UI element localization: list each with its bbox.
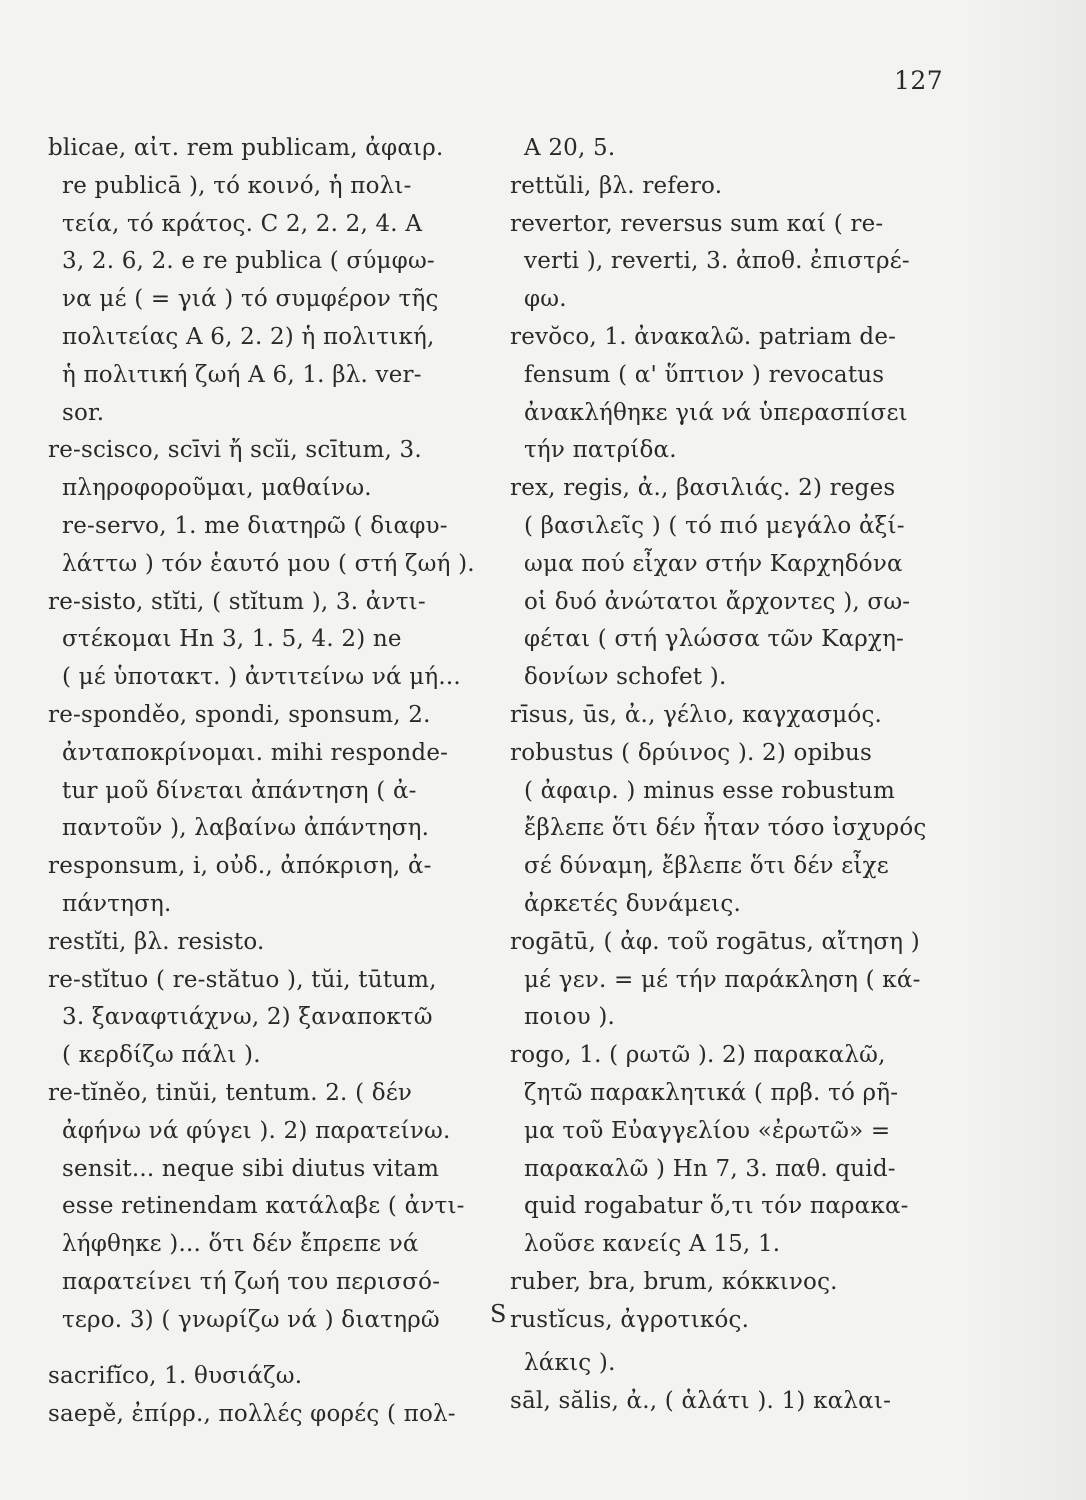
left-column: [48, 130, 475, 1340]
entry-line: rex, regis, ἀ., βασιλιάς. 2) reges: [510, 475, 896, 502]
entry-line: rogātū, ( ἀφ. τοῦ rogātus, αἴτηση ): [510, 928, 920, 955]
entry-line: ποιου ).: [524, 1004, 616, 1031]
entry-line: quid rogabatur ὅ,τι τόν παρακα-: [524, 1193, 909, 1220]
entry-line: ἀνακλήθηκε γιά νά ὑπερασπίσει: [524, 399, 908, 426]
entry-line: saepě, ἐπίρρ., πολλές φορές ( πολ-: [48, 1400, 456, 1427]
entry-line: re-scisco, scīvi ἤ scĭi, scītum, 3.: [48, 437, 422, 464]
entry-line: fensum ( α' ὕπτιον ) revocatus: [524, 361, 885, 388]
bottom-right-column: [510, 1345, 891, 1421]
entry-line: τήν πατρίδα.: [524, 437, 677, 464]
entry-line: sensit... neque sibi diutus vitam: [62, 1155, 440, 1182]
entry-line: sor.: [62, 399, 105, 426]
entry-line: re-servo, 1. me διατηρῶ ( διαφυ-: [62, 512, 448, 539]
entry-line: ( μέ ὑποτακτ. ) ἀντιτείνω νά μή...: [62, 664, 461, 691]
entry-line: rustĭcus, ἀγροτικός.: [510, 1306, 750, 1333]
entry-line: rogo, 1. ( ρωτῶ ). 2) παρακαλῶ,: [510, 1042, 886, 1069]
entry-line: λήφθηκε )... ὅτι δέν ἔπρεπε νά: [62, 1231, 419, 1258]
entry-line: παρατείνει τή ζωή του περισσό-: [62, 1268, 441, 1295]
entry-line: φέται ( στή γλώσσα τῶν Καρχη-: [524, 626, 905, 653]
entry-line: τεία, τό κράτος. C 2, 2. 2, 4. A: [62, 210, 423, 237]
entry-line: ἀφήνω νά φύγει ). 2) παρατείνω.: [62, 1117, 451, 1144]
entry-line: revŏco, 1. ἀνακαλῶ. patriam de-: [510, 323, 897, 350]
entry-line: ωμα πού εἶχαν στήν Καρχηδόνα: [524, 550, 903, 577]
section-letter: S: [490, 1300, 507, 1328]
page-number: 127: [894, 66, 944, 95]
entry-line: sāl, sălis, ἀ., ( ἁλάτι ). 1) καλαι-: [510, 1387, 892, 1414]
entry-line: robustus ( δρύινος ). 2) opibus: [510, 739, 873, 766]
entry-line: πάντηση.: [62, 890, 172, 917]
entry-line: A 20, 5.: [524, 135, 616, 161]
bottom-left-column: [48, 1358, 456, 1434]
entry-line: verti ), reverti, 3. ἀποθ. ἐπιστρέ-: [524, 248, 910, 275]
entry-line: esse retinendam κατάλαβε ( ἀντι-: [62, 1193, 465, 1220]
entry-line: λάττω ) τόν ἑαυτό μου ( στή ζωή ).: [62, 550, 475, 577]
entry-line: re-stĭtuo ( re-stătuo ), tŭi, tūtum,: [48, 966, 437, 993]
entry-line: δονίων schofet ).: [524, 664, 727, 691]
entry-line: μα τοῦ Εὐαγγελίου «ἐρωτῶ» =: [524, 1117, 891, 1144]
entry-line: λάκις ).: [524, 1350, 616, 1376]
entry-line: blicae, αἰτ. rem publicam, ἀφαιρ.: [48, 135, 444, 161]
entry-line: revertor, reversus sum καί ( re-: [510, 210, 884, 237]
entry-line: ( βασιλεῖς ) ( τό πιό μεγάλο ἀξί-: [524, 512, 905, 539]
entry-line: φω.: [524, 286, 567, 313]
entry-line: 3. ξαναφτιάχνω, 2) ξαναποκτῶ: [62, 1004, 433, 1031]
entry-line: re-sponděo, spondi, sponsum, 2.: [48, 701, 431, 728]
entry-line: responsum, i, οὐδ., ἀπόκριση, ἀ-: [48, 853, 432, 880]
entry-line: ruber, bra, brum, κόκκινος.: [510, 1268, 838, 1295]
entry-line: re-tĭněo, tinŭi, tentum. 2. ( δέν: [48, 1079, 413, 1106]
page-edge-shadow: [966, 0, 1086, 1500]
entry-line: ἡ πολιτική ζωή A 6, 1. βλ. ver-: [62, 361, 422, 388]
entry-line: ζητῶ παρακλητικά ( πρβ. τό ρῆ-: [524, 1079, 899, 1106]
entry-line: τερο. 3) ( γνωρίζω νά ) διατηρῶ: [62, 1306, 440, 1333]
entry-line: λοῦσε κανείς A 15, 1.: [524, 1231, 781, 1258]
entry-line: σέ δύναμη, ἔβλεπε ὅτι δέν εἶχε: [524, 853, 889, 880]
entry-line: παρακαλῶ ) Hn 7, 3. παθ. quid-: [524, 1155, 896, 1182]
entry-line: rettŭli, βλ. refero.: [510, 172, 723, 199]
entry-line: sacrifĭco, 1. θυσιάζω.: [48, 1363, 303, 1389]
entry-line: οἱ δυό ἀνώτατοι ἄρχοντες ), σω-: [524, 588, 911, 615]
entry-line: ( κερδίζω πάλι ).: [62, 1042, 261, 1069]
entry-line: ἀνταποκρίνομαι. mihi responde-: [62, 739, 449, 766]
entry-line: rīsus, ūs, ἀ., γέλιο, καγχασμός.: [510, 701, 883, 728]
entry-line: re-sisto, stĭti, ( stĭtum ), 3. ἀντι-: [48, 588, 426, 615]
entry-line: να μέ ( = γιά ) τό συμφέρον τῆς: [62, 286, 439, 313]
entry-line: ἀρκετές δυνάμεις.: [524, 890, 741, 917]
right-column: [510, 130, 926, 1340]
entry-line: re publicā ), τό κοινό, ἡ πολι-: [62, 172, 412, 199]
entry-line: στέκομαι Hn 3, 1. 5, 4. 2) ne: [62, 626, 402, 653]
entry-line: παντοῦν ), λαβαίνω ἀπάντηση.: [62, 815, 430, 842]
entry-line: πολιτείας A 6, 2. 2) ἡ πολιτική,: [62, 323, 435, 350]
entry-line: μέ γεν. = μέ τήν παράκληση ( κά-: [524, 966, 921, 993]
entry-line: πληροφοροῦμαι, μαθαίνω.: [62, 475, 372, 502]
entry-line: 3, 2. 6, 2. e re publica ( σύμφω-: [62, 248, 435, 275]
entry-line: ( ἀφαιρ. ) minus esse robustum: [524, 777, 895, 804]
entry-line: restĭti, βλ. resisto.: [48, 928, 265, 955]
entry-line: ἔβλεπε ὅτι δέν ἦταν τόσο ἰσχυρός: [524, 815, 927, 842]
entry-line: tur μοῦ δίνεται ἀπάντηση ( ἀ-: [62, 777, 417, 804]
